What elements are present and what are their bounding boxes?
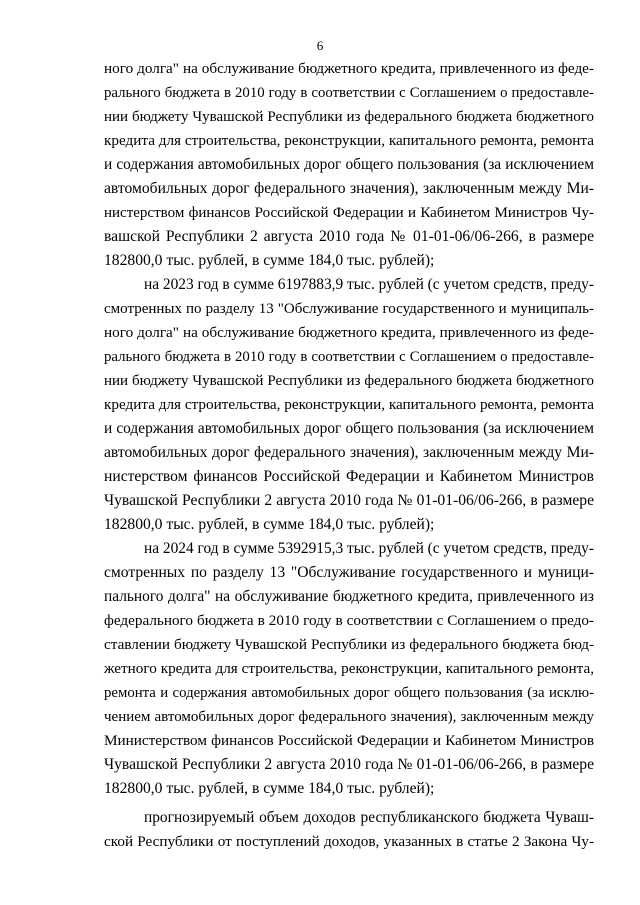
text-line: рального бюджета в 2010 году в соответствии с Соглашением о предоставле- — [104, 349, 594, 365]
text-line: чением автомобильных дорог федерального значения), заключенным между — [104, 709, 594, 725]
text-line: ставлении бюджету Чувашской Республики из федерального бюджета бюд- — [104, 636, 594, 653]
text-line: пального долга" на обслуживание бюджетного кредита, привлеченного из — [104, 588, 594, 605]
text-line: нистерством финансов Российской Федерации и Кабинетом Министров Чу- — [104, 205, 594, 221]
paragraph-2024 — [104, 537, 594, 801]
document-body — [104, 57, 594, 854]
text-line: нии бюджету Чувашской Республики из федерального бюджета бюджетного — [104, 109, 594, 125]
text-line: на 2024 год в сумме 5392915,3 тыс. рублей (с учетом средств, преду- — [144, 540, 594, 557]
text-line: 182800,0 тыс. рублей, в сумме 184,0 тыс. рублей); — [104, 252, 435, 269]
text-line: рального бюджета в 2010 году в соответствии с Соглашением о предоставле- — [104, 85, 594, 101]
text-line: Чувашской Республики 2 августа 2010 года № 01-01-06/06-266, в размере — [104, 492, 594, 509]
text-line: ремонта и содержания автомобильных дорог общего пользования (за исклю- — [104, 685, 594, 701]
text-line: и содержания автомобильных дорог общего пользования (за исключением — [104, 420, 594, 437]
text-line: ской Республики от поступлений доходов, указанных в статье 2 Закона Чу- — [104, 833, 594, 850]
text-line: автомобильных дорог федерального значения), заключенным между Ми- — [104, 180, 594, 197]
text-line: смотренных по разделу 13 "Обслуживание государственного и муниципаль- — [104, 301, 594, 317]
paragraph-2023 — [104, 273, 594, 537]
paragraph-revenue-forecast — [104, 806, 594, 854]
text-line: кредита для строительства, реконструкции, капитального ремонта, ремонта — [104, 396, 594, 413]
text-line: 182800,0 тыс. рублей, в сумме 184,0 тыс. рублей); — [104, 780, 435, 797]
text-line: нистерством финансов Российской Федерации и Кабинетом Министров — [104, 468, 594, 485]
text-line: федерального бюджета в 2010 году в соответствии с Соглашением о предо- — [104, 612, 594, 629]
text-line: нии бюджету Чувашской Республики из федерального бюджета бюджетного — [104, 373, 594, 389]
text-line: кредита для строительства, реконструкции, капитального ремонта, ремонта — [104, 132, 594, 149]
text-line: Министерством финансов Российской Федерации и Кабинетом Министров — [104, 732, 594, 749]
text-line: прогнозируемый объем доходов республиканского бюджета Чуваш- — [144, 809, 594, 826]
text-line: и содержания автомобильных дорог общего пользования (за исключением — [104, 156, 594, 173]
paragraph-continuation — [104, 57, 594, 273]
text-line: Чувашской Республики 2 августа 2010 года № 01-01-06/06-266, в размере — [104, 756, 594, 773]
text-line: смотренных по разделу 13 "Обслуживание государственного и муници- — [104, 564, 594, 581]
text-line: автомобильных дорог федерального значения), заключенным между Ми- — [104, 444, 594, 461]
text-line: жетного кредита для строительства, реконструкции, капитального ремонта, — [104, 660, 594, 677]
text-line: 182800,0 тыс. рублей, в сумме 184,0 тыс. рублей); — [104, 516, 435, 533]
text-line: ного долга" на обслуживание бюджетного кредита, привлеченного из феде- — [104, 60, 594, 77]
text-line: ного долга" на обслуживание бюджетного кредита, привлеченного из феде- — [104, 324, 594, 341]
page-number: 6 — [316, 38, 324, 53]
text-line: на 2023 год в сумме 6197883,9 тыс. рублей (с учетом средств, преду- — [144, 276, 594, 293]
text-line: вашской Республики 2 августа 2010 года № 01-01-06/06-266, в размере — [104, 228, 594, 245]
